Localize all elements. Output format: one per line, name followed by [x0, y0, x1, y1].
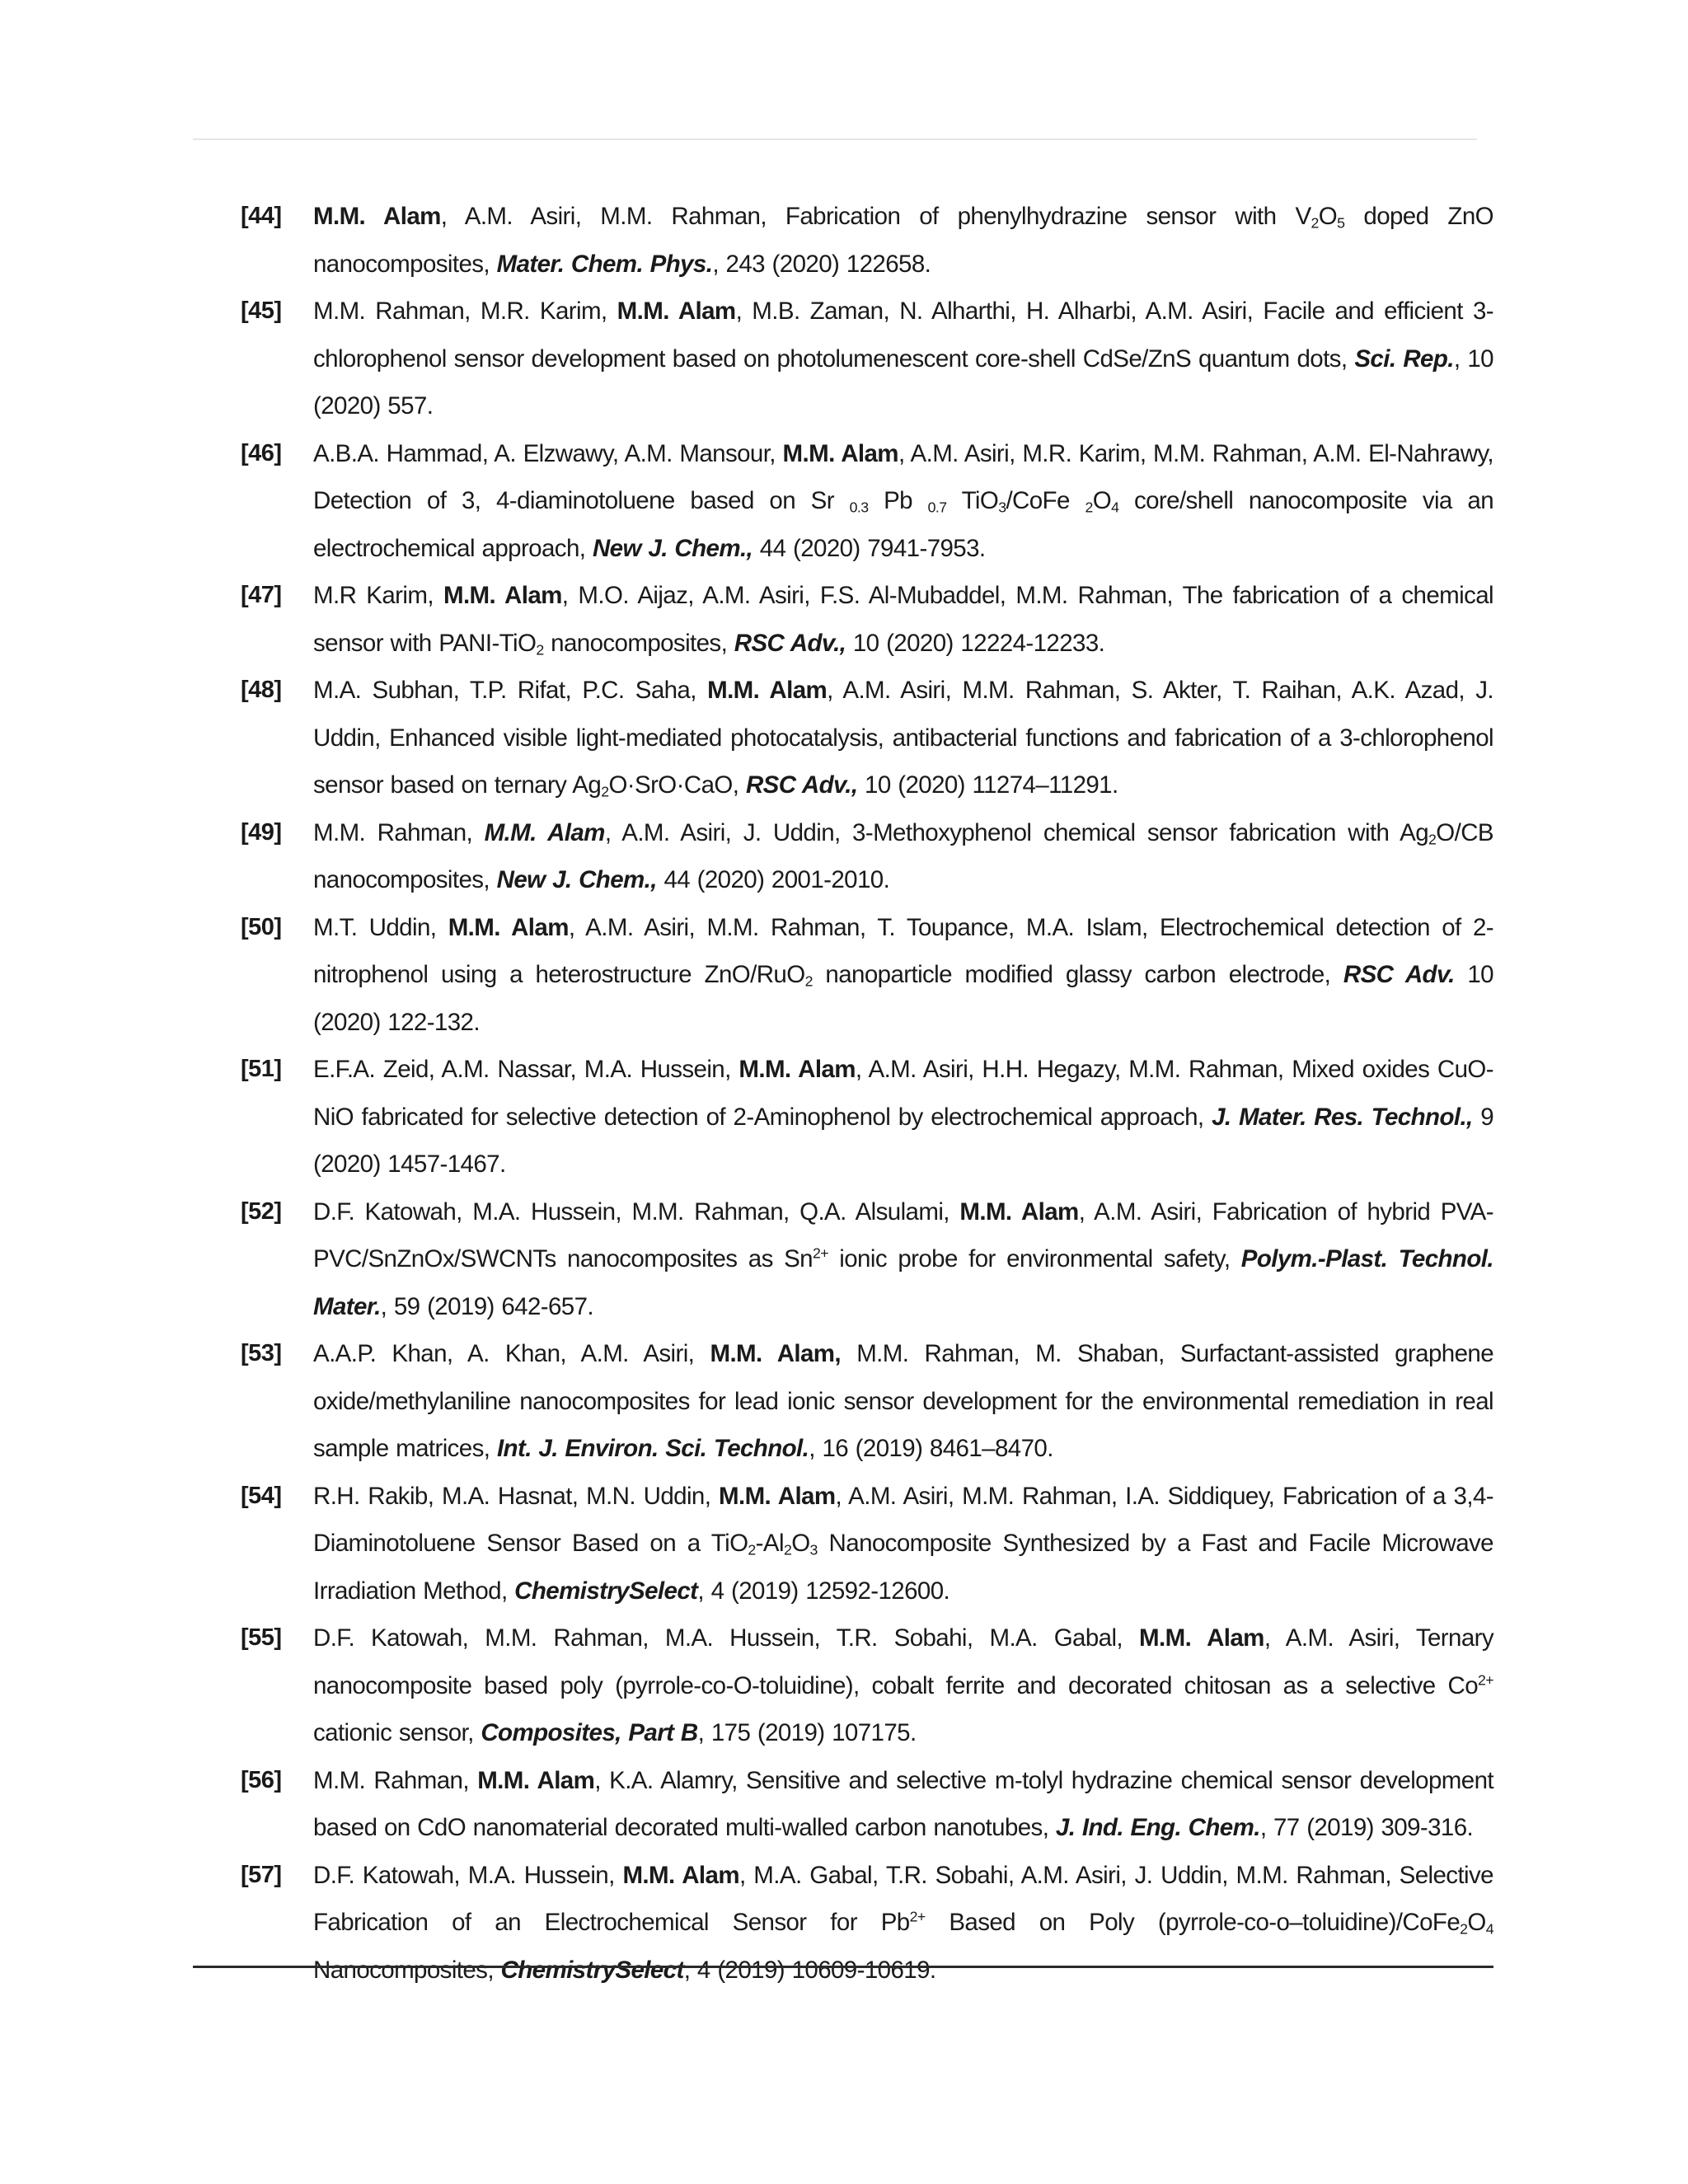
- journal-name: RSC Adv.,: [734, 629, 846, 657]
- highlighted-author: M.M. Alam: [959, 1197, 1079, 1226]
- journal-name: ChemistrySelect: [514, 1577, 698, 1605]
- reference-number: [54]: [241, 1482, 282, 1509]
- reference-item: [241, 1330, 1493, 1473]
- highlighted-author: M.M. Alam: [707, 677, 828, 704]
- highlighted-author: M.M. Alam: [443, 582, 562, 609]
- reference-number: [46]: [241, 439, 282, 466]
- reference-number: [47]: [241, 582, 282, 608]
- journal-name: New J. Chem.,: [496, 866, 657, 893]
- reference-text: M.M. Rahman, M.R. Karim, M.M. Alam, M.B. Zaman, N. Alharthi, H. Alharbi, A.M. Asiri, Facile and efficient 3-chlorophenol sensor development based on photolumenescent core-shell CdSe/ZnS quantum dots, Sci. Rep., 10 (2020) 557.: [313, 298, 1493, 419]
- reference-item: [241, 1188, 1493, 1331]
- highlighted-author: M.M. Alam,: [710, 1340, 842, 1367]
- journal-name: Sci. Rep.: [1354, 344, 1454, 373]
- reference-text: E.F.A. Zeid, A.M. Nassar, M.A. Hussein, M.M. Alam, A.M. Asiri, H.H. Hegazy, M.M. Rahman, Mixed oxides CuO-NiO fabricated for selective detection of 2-Aminophenol by electrochemical approach, J. Mater. Res. Technol., 9 (2020) 1457-1467.: [313, 1056, 1494, 1178]
- journal-name: ChemistrySelect: [500, 1956, 684, 1984]
- reference-item: [241, 667, 1493, 809]
- highlighted-author: M.M. Alam: [313, 203, 441, 230]
- journal-name: J. Mater. Res. Technol.,: [1212, 1103, 1473, 1131]
- reference-item: [241, 1046, 1493, 1188]
- highlighted-author: M.M. Alam: [1139, 1624, 1264, 1652]
- reference-text: D.F. Katowah, M.A. Hussein, M.M. Alam, M.A. Gabal, T.R. Sobahi, A.M. Asiri, J. Uddin, M.M. Rahman, Selective Fabrication of an Electrochemical Sensor for $Pb^{2+}$ Based on Poly $(pyrrole-co-o-toluidine)/CoFe_2O_4$ Nanocomposites, ChemistrySelect, 4 (2019) 10609-10619.: [313, 1861, 1494, 1984]
- reference-text: A.A.P. Khan, A. Khan, A.M. Asiri, M.M. Alam, M.M. Rahman, M. Shaban, Surfactant-assisted graphene oxide/methylaniline nanocomposites for lead ionic sensor development for the environmental remediation in real sample matrices, Int. J. Environ. Sci. Technol., 16 (2019) 8461–8470.: [313, 1340, 1493, 1462]
- highlighted-author: M.M. Alam: [738, 1056, 856, 1083]
- reference-text: M.M. Rahman, M.M. Alam, A.M. Asiri, J. Uddin, 3-Methoxyphenol chemical sensor fabrication with $Ag_2O/CB$ nanocomposites, New J. Chem., 44 (2020) 2001-2010.: [313, 818, 1493, 893]
- reference-text: M.T. Uddin, M.M. Alam, A.M. Asiri, M.M. Rahman, T. Toupance, M.A. Islam, Electrochemical detection of 2-nitrophenol using a heterostructure ZnO/RuO$_2$ nanoparticle modified glassy carbon electrode, RSC Adv. 10 (2020) 122-132.: [313, 913, 1493, 1036]
- reference-text: R.H. Rakib, M.A. Hasnat, M.N. Uddin, M.M. Alam, A.M. Asiri, M.M. Rahman, I.A. Siddiquey, Fabrication of a 3,4-Diaminotoluene Sensor Based on a $TiO_2-Al_2O_3$ Nanocomposite Synthesized by a Fast and Facile Microwave Irradiation Method, ChemistrySelect, 4 (2019) 12592-12600.: [313, 1482, 1493, 1605]
- reference-number: [50]: [241, 913, 282, 940]
- reference-number: [52]: [241, 1197, 282, 1225]
- reference-number: [44]: [241, 203, 282, 229]
- reference-text: A.B.A. Hammad, A. Elzwawy, A.M. Mansour, M.M. Alam, A.M. Asiri, M.R. Karim, M.M. Rahman, A.M. El-Nahrawy, Detection of 3, 4-diaminotoluene based on Sr $_{0.3}$ Pb $_{0.7}$ TiO$_3$/CoFe $_2O_4$ core/shell nanocomposite via an electrochemical approach, New J. Chem., 44 (2020) 7941-7953.: [313, 439, 1494, 562]
- reference-item: [241, 1473, 1493, 1615]
- header-rule: [193, 138, 1477, 140]
- reference-text: M.A. Subhan, T.P. Rifat, P.C. Saha, M.M. Alam, A.M. Asiri, M.M. Rahman, S. Akter, T. Raihan, A.K. Azad, J. Uddin, Enhanced visible light-mediated photocatalysis, antibacterial functions and fabrication of a 3-chlorophenol sensor based on ternary $Ag_2O\cdot SrO\cdot CaO$, RSC Adv., 10 (2020) 11274–11291.: [313, 677, 1494, 800]
- reference-item: [241, 1852, 1493, 1994]
- reference-item: [241, 904, 1493, 1047]
- reference-item: [241, 193, 1493, 288]
- journal-name: RSC Adv.,: [745, 771, 858, 799]
- reference-item: [241, 809, 1493, 904]
- reference-item: [241, 288, 1493, 430]
- reference-number: [51]: [241, 1056, 282, 1082]
- reference-number: [57]: [241, 1861, 282, 1888]
- reference-number: [53]: [241, 1340, 282, 1366]
- reference-number: [48]: [241, 677, 282, 703]
- reference-number: [55]: [241, 1624, 282, 1651]
- highlighted-author: M.M. Alam: [617, 298, 736, 325]
- journal-name: Polym.-Plast. Technol. Mater.: [313, 1245, 1493, 1320]
- journal-name: Int. J. Environ. Sci. Technol.: [496, 1435, 809, 1462]
- reference-text: M.M. Alam, A.M. Asiri, M.M. Rahman, Fabrication of phenylhydrazine sensor with $V_2O_5$ doped ZnO nanocomposites, Mater. Chem. Phys., 243 (2020) 122658.: [313, 203, 1493, 278]
- reference-number: [56]: [241, 1766, 282, 1793]
- reference-list: [241, 193, 1493, 1994]
- reference-number: [45]: [241, 298, 282, 324]
- reference-text: D.F. Katowah, M.M. Rahman, M.A. Hussein, T.R. Sobahi, M.A. Gabal, M.M. Alam, A.M. Asiri, Ternary nanocomposite based poly (pyrrole-co-O-toluidine), cobalt ferrite and decorated chitosan as a selective $Co^{2+}$ cationic sensor, Composites, Part B, 175 (2019) 107175.: [313, 1624, 1493, 1746]
- reference-item: [241, 430, 1493, 573]
- reference-text: M.M. Rahman, M.M. Alam, K.A. Alamry, Sensitive and selective m-tolyl hydrazine chemical sensor development based on CdO nanomaterial decorated multi-walled carbon nanotubes, J. Ind. Eng. Chem., 77 (2019) 309-316.: [313, 1766, 1493, 1841]
- reference-item: [241, 1615, 1493, 1757]
- footer-rule: [193, 1966, 1493, 1968]
- reference-text: M.R Karim, M.M. Alam, M.O. Aijaz, A.M. Asiri, F.S. Al-Mubaddel, M.M. Rahman, The fabrication of a chemical sensor with PANI-TiO$_2$ nanocomposites, RSC Adv., 10 (2020) 12224-12233.: [313, 582, 1493, 658]
- highlighted-author: M.M. Alam: [448, 913, 569, 941]
- highlighted-author: M.M. Alam: [477, 1766, 595, 1794]
- journal-name: J. Ind. Eng. Chem.: [1055, 1814, 1260, 1841]
- journal-name: Composites, Part B: [481, 1719, 698, 1746]
- journal-name: New J. Chem.,: [592, 534, 753, 562]
- reference-number: [49]: [241, 818, 282, 846]
- highlighted-author: M.M. Alam: [484, 818, 605, 846]
- highlighted-author: M.M. Alam: [782, 439, 898, 467]
- journal-name: RSC Adv.: [1343, 961, 1455, 988]
- journal-name: Mater. Chem. Phys.: [496, 250, 713, 278]
- reference-item: [241, 572, 1493, 667]
- reference-text: D.F. Katowah, M.A. Hussein, M.M. Rahman, Q.A. Alsulami, M.M. Alam, A.M. Asiri, Fabrication of hybrid PVA-PVC/SnZnOx/SWCNTs nanocomposites as $Sn^{2+}$ ionic probe for environmental safety, Polym.-Plast. Technol. Mater., 59 (2019) 642-657.: [313, 1197, 1493, 1320]
- highlighted-author: M.M. Alam: [622, 1861, 739, 1889]
- reference-item: [241, 1757, 1493, 1852]
- highlighted-author: M.M. Alam: [719, 1482, 836, 1510]
